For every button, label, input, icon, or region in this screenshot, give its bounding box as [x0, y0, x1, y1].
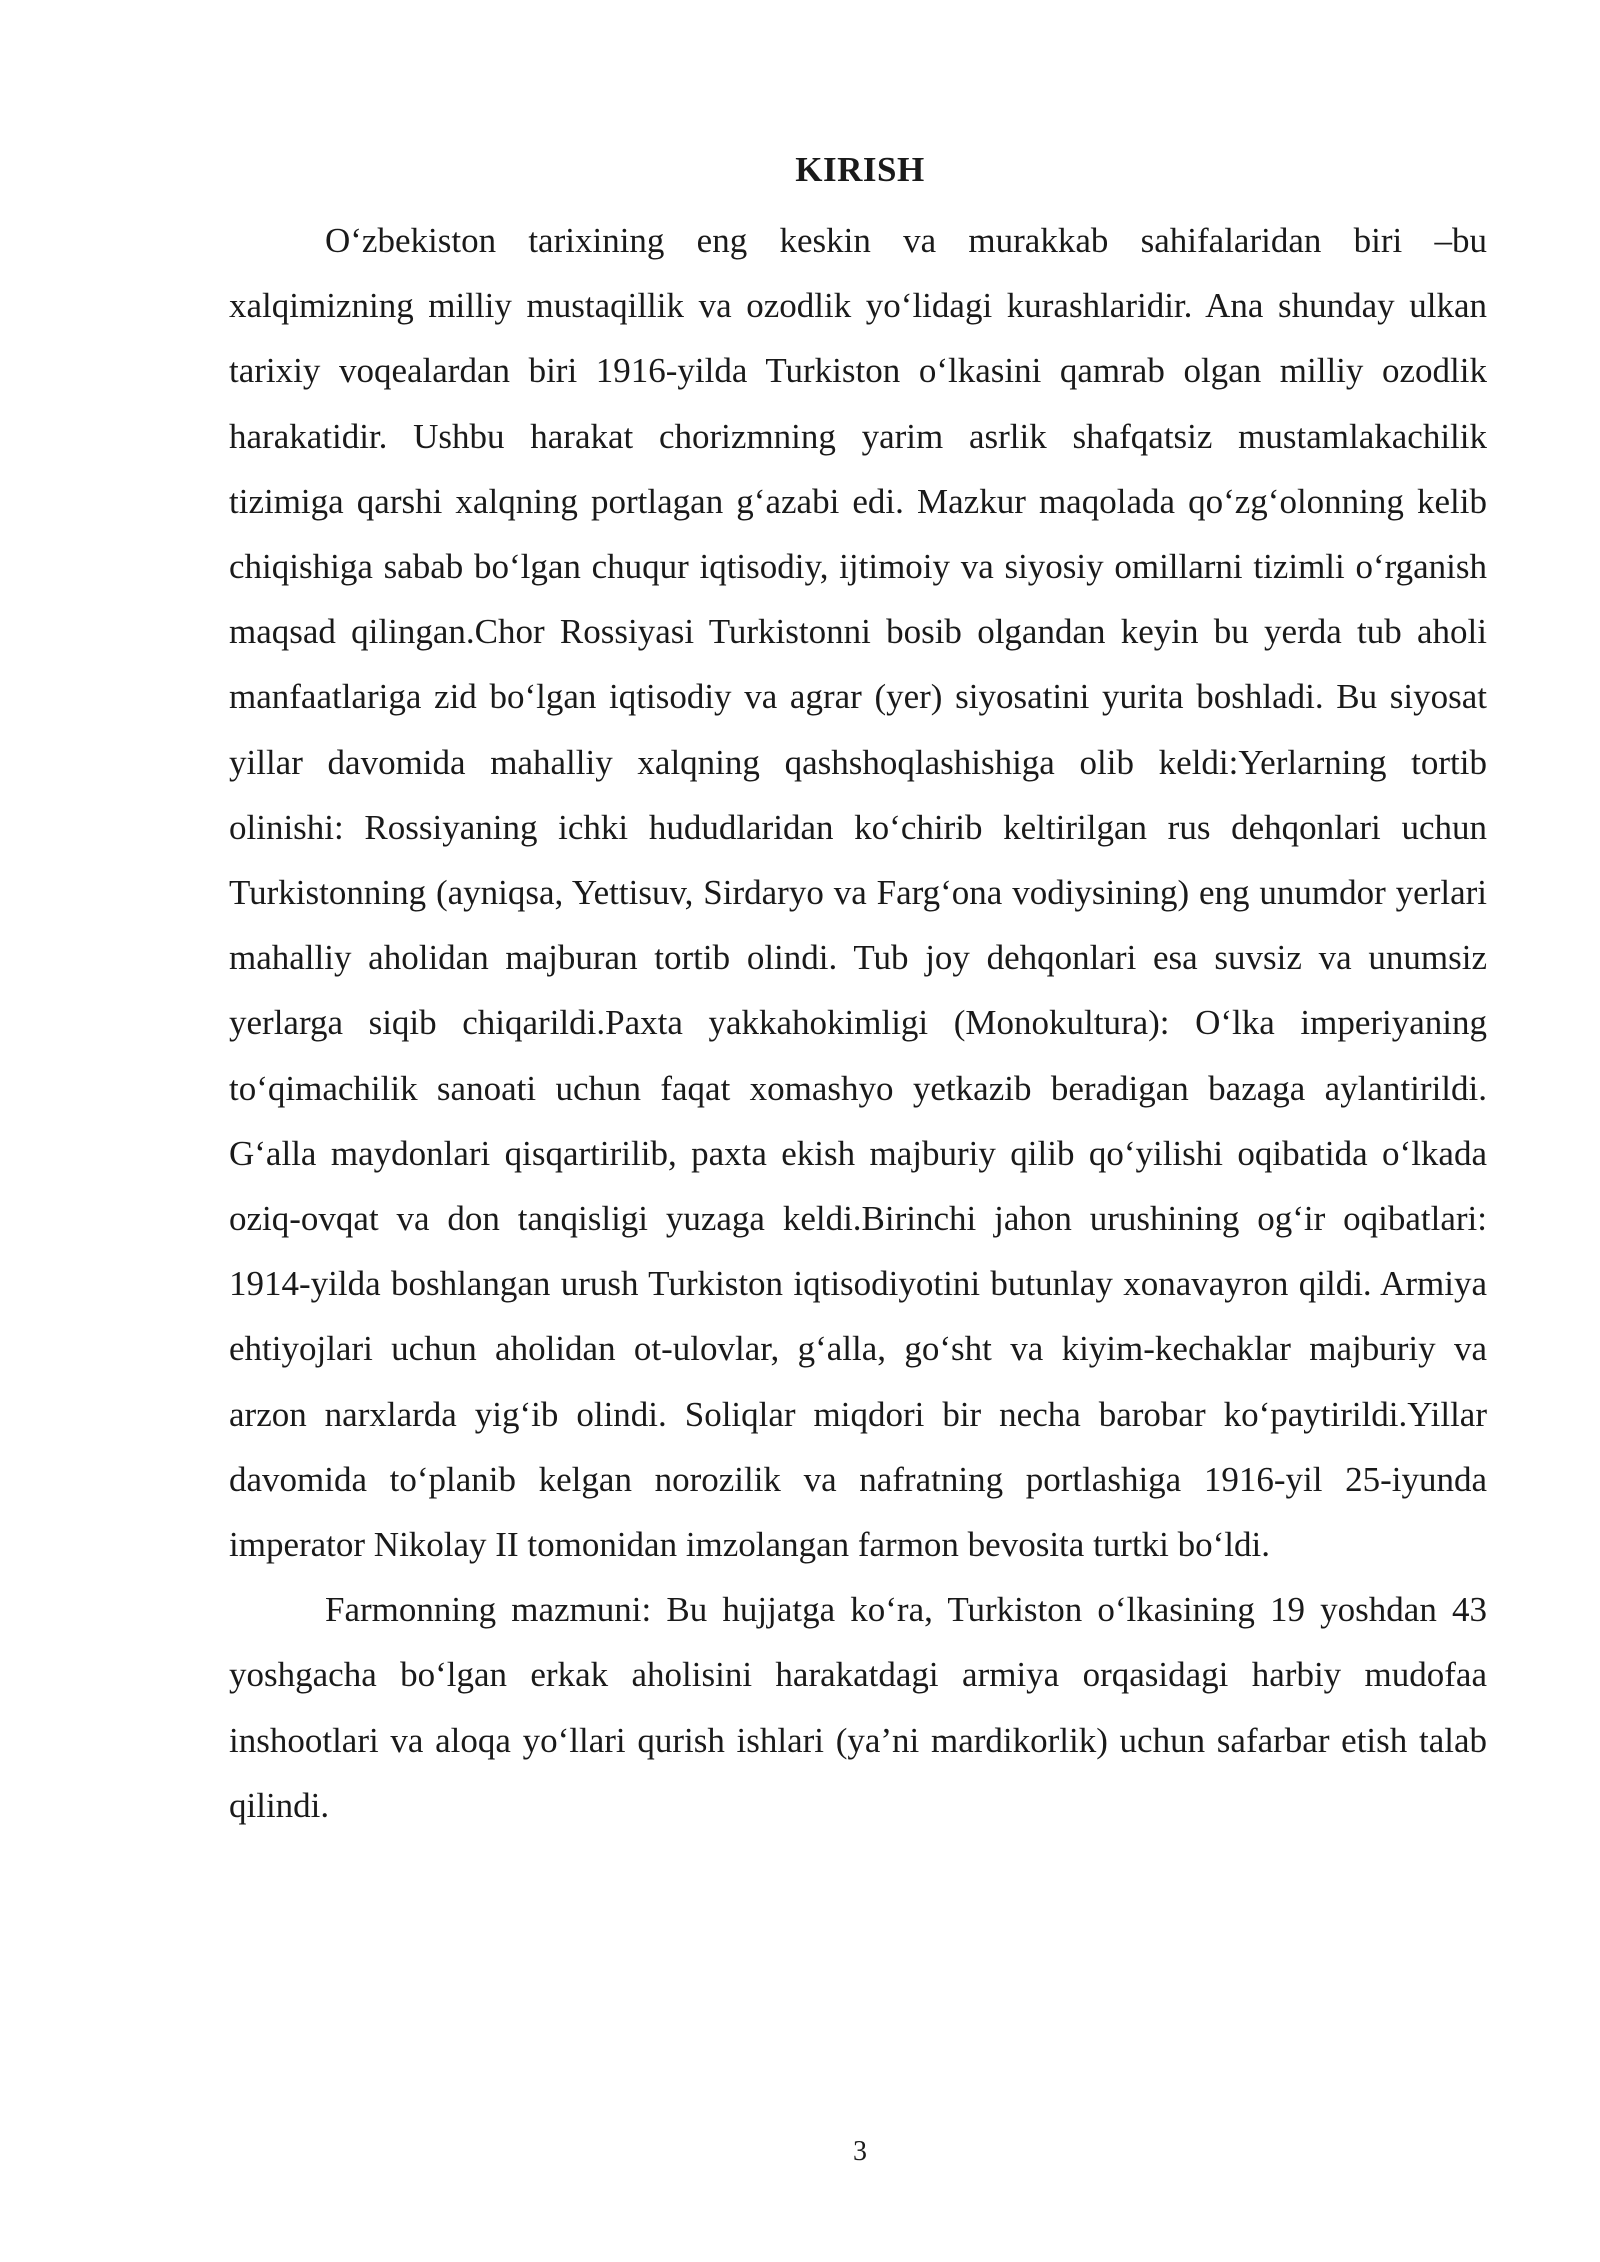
paragraph-farmon: Farmonning mazmuni: Bu hujjatga ko‘ra, Turkiston o‘lkasining 19 yoshdan 43 yoshgacha bo‘lgan erkak aholisini harakatdagi armiya orqasidagi harbiy mudofaa inshootlari va aloqa yo‘llari qurish ishlari (ya’ni mardikorlik) uchun safarbar etish talab qilindi.: [229, 1590, 1487, 1825]
paragraph-intro: O‘zbekiston tarixining eng keskin va murakkab sahifalaridan biri –bu xalqimizning milliy mustaqillik va ozodlik yo‘lidagi kurashlaridir. Ana shunday ulkan tarixiy voqealardan biri 1916-yilda Turkiston o‘lkasini qamrab olgan milliy ozodlik harakatidir. Ushbu harakat chorizmning yarim asrlik shafqatsiz mustamlakachilik tizimiga qarshi xalqning portlagan g‘azabi edi. Mazkur maqolada qo‘zg‘olonning kelib chiqishiga sabab bo‘lgan chuqur iqtisodiy, ijtimoiy va siyosiy omillarni tizimli o‘rganish maqsad qilingan.Chor Rossiyasi Turkistonni bosib olgandan keyin bu yerda tub aholi manfaatlariga zid bo‘lgan iqtisodiy va agrar (yer) siyosatini yurita boshladi. Bu siyosat yillar davomida mahalliy xalqning qashshoqlashishiga olib keldi:Yerlarning tortib olinishi: Rossiyaning ichki hududlaridan ko‘chirib keltirilgan rus dehqonlari uchun Turkistonning (ayniqsa, Yettisuv, Sirdaryo va Farg‘ona vodiysining) eng unumdor yerlari mahalliy aholidan majburan tortib olindi. Tub joy dehqonlari esa suvsiz va unumsiz yerlarga siqib chiqarildi.Paxta yakkahokimligi (Monokultura): O‘lka imperiyaning to‘qimachilik sanoati uchun faqat xomashyo yetkazib beradigan bazaga aylantirildi. G‘alla maydonlari qisqartirilib, paxta ekish majburiy qilib qo‘yilishi oqibatida o‘lkada oziq-ovqat va don tanqisligi yuzaga keldi.Birinchi jahon urushining og‘ir oqibatlari: 1914-yilda boshlangan urush Turkiston iqtisodiyotini butunlay xonavayron qildi. Armiya ehtiyojlari uchun aholidan ot-ulovlar, g‘alla, go‘sht va kiyim-kechaklar majburiy va arzon narxlarda yig‘ib olindi. Soliqlar miqdori bir necha barobar ko‘paytirildi.Yillar davomida to‘planib kelgan norozilik va nafratning portlashiga 1916-yil 25-iyunda imperator Nikolay II tomonidan imzolangan farmon bevosita turtki bo‘ldi.: [229, 221, 1487, 1565]
page-number: 3: [853, 2136, 867, 2167]
document-body: [229, 208, 1487, 1838]
page-title: KIRISH: [795, 150, 925, 189]
